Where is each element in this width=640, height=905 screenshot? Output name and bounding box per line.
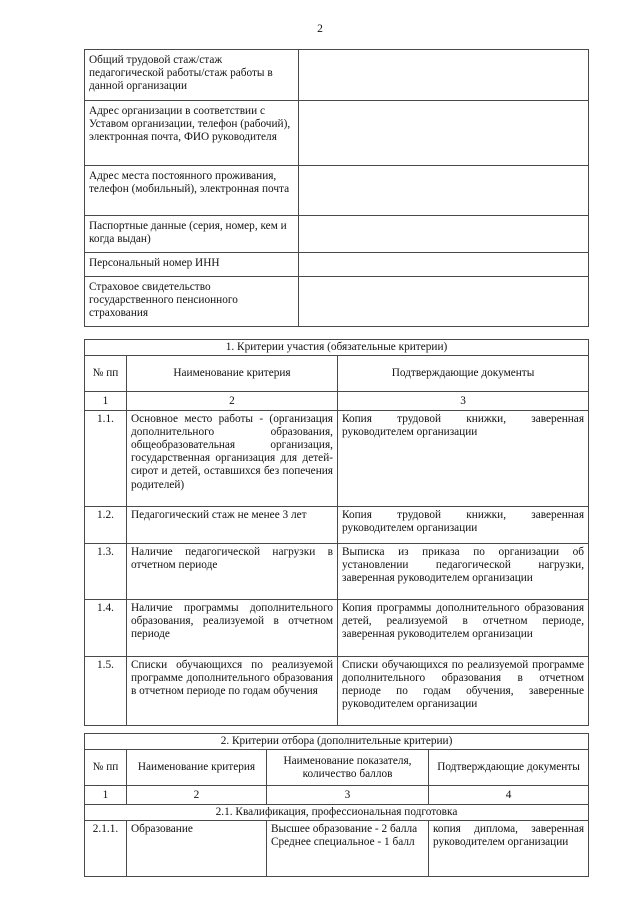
info-label: Страховое свидетельство государственного пенсионного страхования: [85, 277, 299, 327]
table-row: [85, 101, 589, 166]
table-header-row: [85, 750, 589, 786]
column-number: 2: [127, 392, 338, 411]
info-value[interactable]: [299, 277, 589, 327]
row-number: 1.1.: [85, 411, 127, 507]
criterion-document: Копия трудовой книжки, заверенная руководителем организации: [338, 507, 589, 544]
table-title: 1. Критерии участия (обязательные критерии): [85, 340, 589, 356]
table-row: [85, 50, 589, 101]
column-number: 3: [267, 786, 429, 805]
info-value[interactable]: [299, 166, 589, 216]
criterion-name: Наличие программы дополнительного образования, реализуемой в отчетном периоде: [127, 600, 338, 657]
column-header: Подтверждающие документы: [338, 356, 589, 392]
column-number: 3: [338, 392, 589, 411]
criterion-document: Выписка из приказа по организации об установлении педагогической нагрузки, заверенная руководителем организации: [338, 544, 589, 600]
indicator-line: Высшее образование - 2 балла: [271, 823, 418, 836]
participation-criteria-table: [84, 339, 589, 726]
page-number: 2: [317, 23, 323, 35]
info-label: Паспортные данные (серия, номер, кем и когда выдан): [85, 216, 299, 253]
criterion-name: Образование: [127, 821, 267, 877]
column-number: 1: [85, 392, 127, 411]
table-row: [85, 277, 589, 327]
column-header: Наименование критерия: [127, 750, 267, 786]
table-row: [85, 821, 589, 877]
table-row: [85, 507, 589, 544]
row-number: 1.5.: [85, 657, 127, 726]
criterion-name: Педагогический стаж не менее 3 лет: [127, 507, 338, 544]
info-value[interactable]: [299, 50, 589, 101]
column-number: 4: [429, 786, 589, 805]
column-header: Наименование критерия: [127, 356, 338, 392]
info-label: Адрес организации в соответствии с Уставом организации, телефон (рабочий), электронная почта, ФИО руководителя: [85, 101, 299, 166]
info-value[interactable]: [299, 253, 589, 277]
table-row: [85, 544, 589, 600]
table-row: [85, 253, 589, 277]
criterion-document: копия диплома, заверенная руководителем организации: [429, 821, 589, 877]
column-number: 2: [127, 786, 267, 805]
row-number: 1.4.: [85, 600, 127, 657]
row-number: 1.2.: [85, 507, 127, 544]
column-number: 1: [85, 786, 127, 805]
table-title-row: [85, 340, 589, 356]
criterion-name: Списки обучающихся по реализуемой программе дополнительного образования в отчетном периоде по годам обучения: [127, 657, 338, 726]
criterion-document: Копия программы дополнительного образования детей, реализуемой в отчетном периоде, заверенная руководителем организации: [338, 600, 589, 657]
table-header-row: [85, 356, 589, 392]
table-title: 2. Критерии отбора (дополнительные критерии): [85, 734, 589, 750]
column-number-row: [85, 786, 589, 805]
indicator-line: Среднее специальное - 1 балл: [271, 836, 415, 849]
personal-info-table: [84, 49, 589, 327]
column-header: Наименование показателя, количество баллов: [267, 750, 429, 786]
row-number: 1.3.: [85, 544, 127, 600]
criterion-document: Копия трудовой книжки, заверенная руководителем организации: [338, 411, 589, 507]
info-label: Общий трудовой стаж/стаж педагогической работы/стаж работы в данной организации: [85, 50, 299, 101]
section-title: 2.1. Квалификация, профессиональная подготовка: [85, 805, 589, 821]
info-value[interactable]: [299, 101, 589, 166]
table-row: [85, 411, 589, 507]
column-header: № пп: [85, 750, 127, 786]
table-row: [85, 216, 589, 253]
table-row: [85, 657, 589, 726]
criterion-document: Списки обучающихся по реализуемой программе дополнительного образования в отчетном периоде по годам обучения, заверенные руководителем организации: [338, 657, 589, 726]
column-header: Подтверждающие документы: [429, 750, 589, 786]
column-header: № пп: [85, 356, 127, 392]
info-label: Персональный номер ИНН: [85, 253, 299, 277]
table-title-row: [85, 734, 589, 750]
table-row: [85, 600, 589, 657]
criterion-name: Наличие педагогической нагрузки в отчетном периоде: [127, 544, 338, 600]
table-row: [85, 166, 589, 216]
info-label: Адрес места постоянного проживания, телефон (мобильный), электронная почта: [85, 166, 299, 216]
info-value[interactable]: [299, 216, 589, 253]
row-number: 2.1.1.: [85, 821, 127, 877]
column-number-row: [85, 392, 589, 411]
selection-criteria-table: [84, 733, 589, 877]
criterion-indicator: [267, 821, 429, 877]
section-row: [85, 805, 589, 821]
criterion-name: Основное место работы - (организация дополнительного образования, общеобразовательная организация, государственная организация для детей-сирот и детей, оставшихся без попечения родителей): [127, 411, 338, 507]
